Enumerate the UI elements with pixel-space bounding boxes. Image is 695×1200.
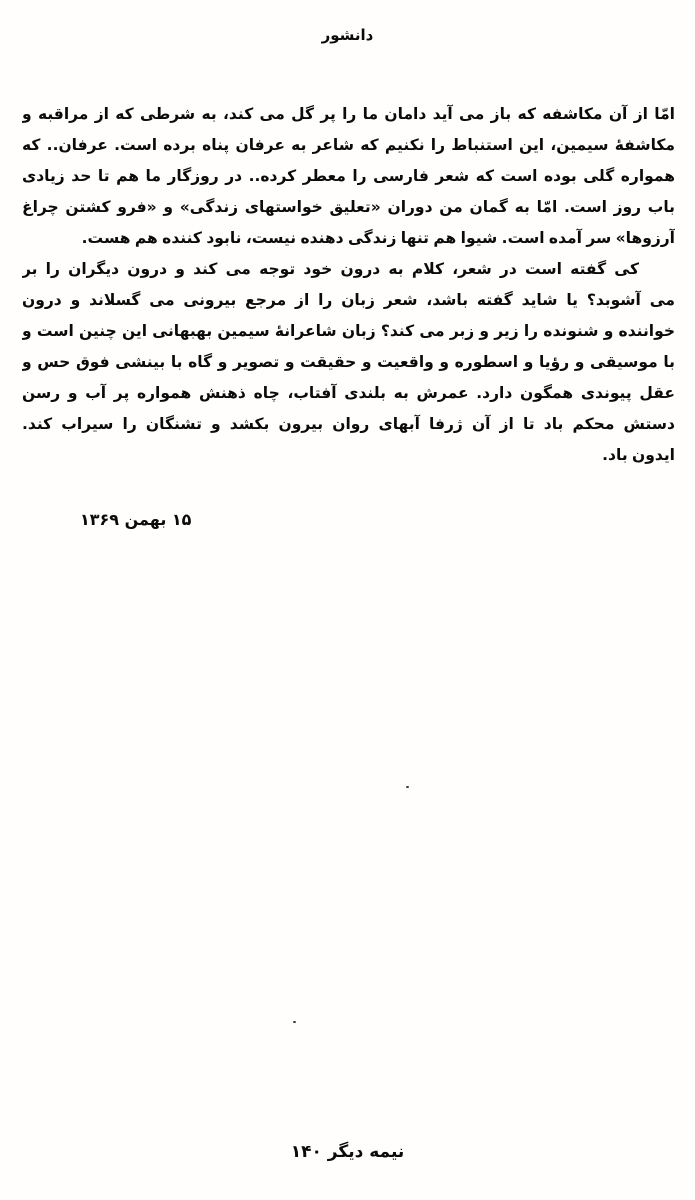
text-line: می آشوبد؟ یا شاید گفته باشد، شعر زبان را از مرجع بیرونی می گسلاند و درون (22, 291, 675, 309)
text-line: با موسیقی و رؤیا و اسطوره و واقعیت و حقیقت و تصویر و گاه با بینشی فوق حس و (22, 353, 675, 371)
text-line: ایدون باد. (602, 446, 675, 464)
page-footer-journal-and-page-number: نیمه دیگر ۱۴۰ (290, 1142, 405, 1162)
scan-speck (406, 786, 409, 788)
text-line: همواره گلی بوده است که شعر فارسی را معطر کرده.. در روزگار ما هم تا حد زیادی (22, 167, 675, 185)
text-line: آرزوها» سر آمده است. شیوا هم تنها زندگی دهنده نیست، نابود کننده هم هست. (81, 229, 675, 247)
article-text-block (22, 99, 675, 471)
text-line: کی گفته است در شعر، کلام به درون خود توجه می کند و درون دیگران را بر (22, 260, 639, 278)
text-line: خواننده و شنونده را زیر و زبر می کند؟ زبان شاعرانهٔ سیمین بهبهانی این چنین است و (22, 322, 675, 340)
text-line: عقل پیوندی همگون دارد. عمرش به بلندی آفتاب، چاه ذهنش همواره پر آب و رسن (22, 384, 675, 402)
text-line: باب روز است. امّا به گمان من دوران «تعلیق خواستهای زندگی» و «فرو کشتن چراغ (22, 198, 675, 216)
scan-speck (293, 1021, 296, 1023)
page-header-title: دانشور (321, 26, 374, 44)
article-date: ۱۵ بهمن ۱۳۶۹ (80, 510, 192, 529)
text-line: امّا از آن مکاشفه که باز می آید دامان ما را پر گل می کند، به شرطی که از مراقبه و (22, 105, 675, 123)
text-line: دستش محکم باد تا از آن ژرفا آبهای روان بیرون بکشد و تشنگان را سیراب کند. (22, 415, 675, 433)
text-line: مکاشفهٔ سیمین، این استنباط را نکنیم که شاعر به عرفان پناه برده است. عرفان.. که (22, 136, 675, 154)
